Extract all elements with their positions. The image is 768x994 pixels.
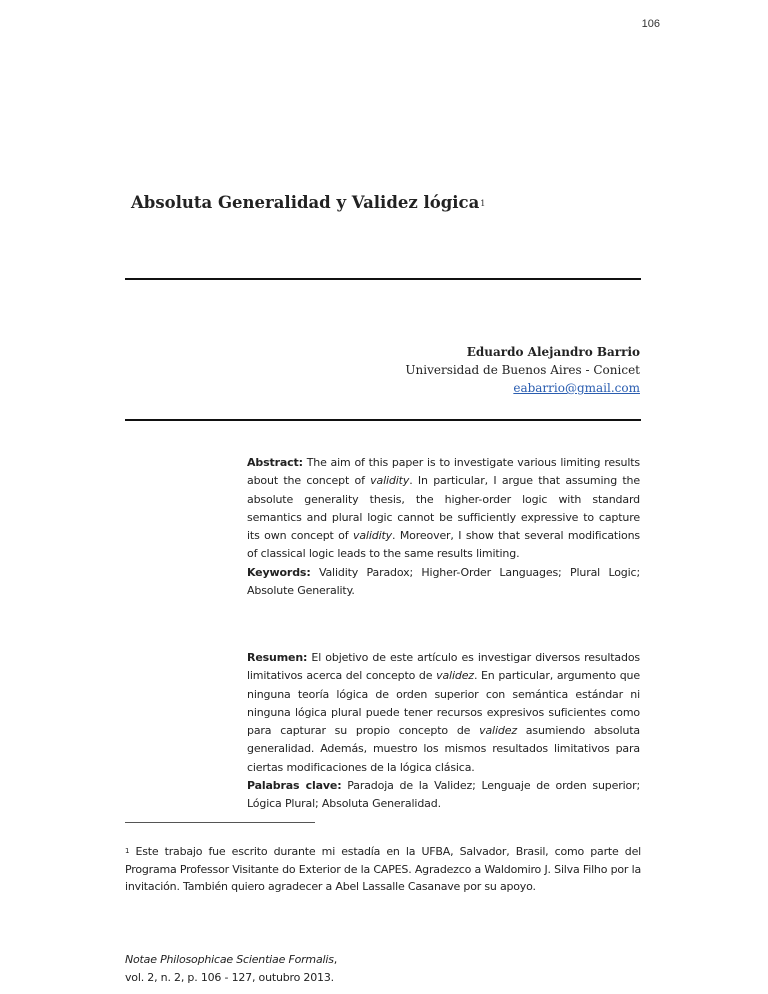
footnote-divider	[125, 822, 315, 823]
page-number: 106	[641, 18, 660, 30]
author-affiliation: Universidad de Buenos Aires - Conicet	[405, 363, 640, 377]
keywords: Validity Paradox; Higher-Order Languages; Plural Logic; Absolute Generality.	[247, 565, 640, 598]
resumen-emphasis: validez	[436, 669, 474, 683]
footnote-number: 1	[125, 847, 130, 855]
resumen-text: asumiendo absoluta generalidad. Además, muestro los mismos resultados limitativos para ciertas modificaciones de la lógica clásica.	[247, 724, 640, 774]
abstract-text: The aim of this paper is to investigate various limiting results about the concept of	[247, 456, 640, 488]
journal-citation	[125, 951, 337, 987]
resumen-emphasis: validez	[479, 724, 517, 738]
abstract-text: . In particular, I argue that assuming the absolute generality thesis, the higher-order logic with standard semantics and plural logic cannot be sufficiently expressive to capture its own concept of	[247, 474, 640, 543]
resumen-label: Resumen:	[247, 651, 308, 664]
abstract-emphasis: validity	[370, 474, 410, 488]
author-email-link[interactable]: eabarrio@gmail.com	[513, 381, 640, 395]
divider-bottom	[125, 419, 641, 421]
footnote-marker[interactable]: 1	[480, 199, 486, 208]
abstract	[247, 454, 640, 600]
journal-name-suffix: ,	[333, 953, 338, 966]
journal-volume: vol. 2, n. 2, p. 106 - 127, outubro 2013.	[125, 971, 334, 984]
abstract-label: Abstract:	[247, 456, 303, 469]
author-block	[405, 343, 640, 397]
author-name: Eduardo Alejandro Barrio	[466, 345, 640, 359]
palabras-clave: Paradoja de la Validez; Lenguaje de orden superior; Lógica Plural; Absoluta Generalidad.	[247, 779, 641, 811]
resumen-text: El objetivo de este artículo es investigar diversos resultados limitativos acerca del concepto de	[247, 651, 640, 683]
footnote	[125, 843, 641, 896]
abstract-emphasis: validity	[352, 529, 392, 543]
keywords-label: Keywords:	[247, 565, 311, 579]
palabras-clave-label: Palabras clave:	[247, 779, 342, 793]
title-text: Absoluta Generalidad y Validez lógica	[131, 193, 480, 212]
footnote-text: Este trabajo fue escrito durante mi estadía en la UFBA, Salvador, Brasil, como parte del Programa Professor Visitante do Exterior de la CAPES. Agradezco a Waldomiro J. Silva Filho por la invitación. También quiero agradecer a Abel Lassalle Casanave por su apoyo.	[125, 845, 641, 893]
resumen	[247, 649, 640, 814]
article-title	[131, 193, 485, 212]
abstract-text: . Moreover, I show that several modifications of classical logic leads to the same results limiting.	[247, 529, 640, 561]
journal-name: Notae Philosophicae Scientiae Formalis	[125, 953, 334, 966]
divider-top	[125, 278, 641, 280]
resumen-text: . En particular, argumento que ninguna teoría lógica de orden superior con semántica estándar ni ninguna lógica plural puede tener recursos expresivos suficientes como para capturar su propio concepto de	[247, 669, 640, 738]
